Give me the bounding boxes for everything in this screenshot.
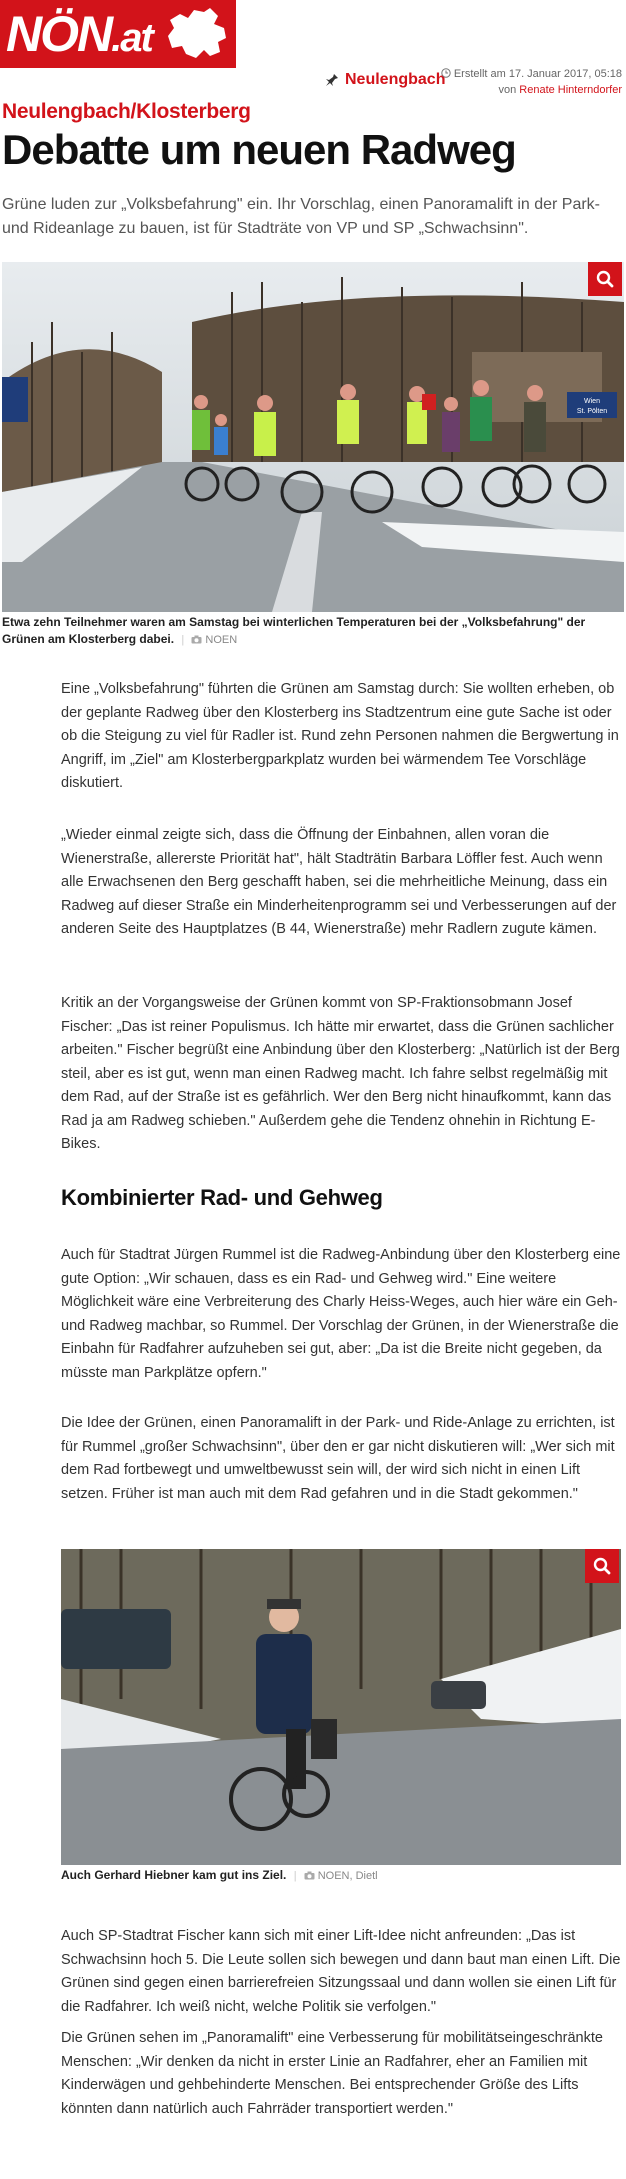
- caption-text: Auch Gerhard Hiebner kam gut ins Ziel.: [61, 1868, 287, 1882]
- site-header: [0, 0, 626, 98]
- created-line: [441, 66, 622, 82]
- cyclist-photo: [61, 1549, 621, 1865]
- camera-icon: [304, 1871, 315, 1880]
- article-kicker: Neulengbach/Klosterberg: [2, 100, 251, 123]
- paragraph: Auch für Stadtrat Jürgen Rummel ist die Radweg-Anbindung über den Klosterberg eine gute Option: „Wir schauen, dass es ein Rad- und Gehweg wird." Eine weitere Möglichkeit wäre eine Verbreiterung des Charly Heiss-Weges, auch hier wäre ein Geh- und Radweg machbar, so Rummel. Der Vorschlag der Grünen, in der Wienerstraße die Einbahn für Radfahrer aufzuheben sei gut, aber: „Da ist die Breite nicht gegeben, da müsste man Parkplätze opfern.": [61, 1247, 621, 1381]
- photo-credit: | NOEN: [181, 634, 238, 646]
- credit-text: NOEN: [205, 634, 238, 646]
- logo-text: NÖN.at: [6, 6, 152, 62]
- group-photo: [2, 262, 624, 612]
- pin-icon: [325, 73, 339, 87]
- road-sign-text-2: St. Pölten: [576, 408, 608, 415]
- article-image-cyclist[interactable]: [61, 1549, 621, 1865]
- paragraph: Eine „Volksbefahrung" führten die Grünen am Samstag durch: Sie wollten erheben, ob der geplante Radweg über den Klosterberg ins Stadtzentrum eine gute Sache ist oder ob die Steigung zu viel für Radler ist. Rund zehn Personen nahmen die Bergwertung in Angriff, im „Ziel" am Klosterbergparkplatz wurden bei wärmendem Tee Vorschläge diskutiert.: [61, 681, 619, 791]
- paragraph: Kritik an der Vorgangsweise der Grünen kommt von SP-Fraktionsobmann Josef Fischer: „Das ist reiner Populismus. Ich hätte mir erwartet, dass die Grünen sachlicher arbeiten." Fischer begrüßt eine Anbindung über den Klosterberg: „Natürlich ist der Berg steil, aber es ist gut, wenn man einen Radweg macht. Ich fahre selbst regelmäßig mit dem Rad, auf der Straße ist es gefährlich. Wer den Berg nicht hinaufkommt, kann das Rad ja am Radweg schieben." Außerdem gehe die Tendenz ohnehin in Richtung E-Bikes.: [61, 995, 620, 1152]
- site-logo[interactable]: [0, 0, 236, 68]
- image-caption: [61, 1867, 621, 1885]
- caption-text: Etwa zehn Teilnehmer waren am Samstag bei winterlichen Temperaturen bei der „Volksbefahrung" der Grünen am Klosterberg dabei.: [2, 615, 586, 646]
- zoom-image-button[interactable]: [588, 262, 622, 296]
- clock-icon: [441, 68, 451, 78]
- paragraph: Die Grünen sehen im „Panoramalift" eine Verbesserung für mobilitätseingeschränkte Menschen: „Wir denken da nicht in erster Linie an Radfahrer, eher an Familien mit Kinderwägen und gehbehinderte Menschen. Bei entsprechender Größe des Lifts könnten dann natürlich auch Fahrräder transportiert werden.": [61, 2030, 603, 2117]
- credit-text: NOEN, Dietl: [317, 1870, 378, 1882]
- article-title: Debatte um neuen Radweg: [2, 126, 516, 173]
- paragraph: Auch SP-Stadtrat Fischer kann sich mit einer Lift-Idee nicht anfreunden: „Das ist Schwachsinn hoch 5. Die Leute sollen sich bewegen und dann baut man einen Lift. Die Grünen sind gegen einen barrierefreien Sitzungssaal und dann wollen sie einen Lift für die Radfahrer. Ich weiß nicht, welche Politik sie verfolgen.": [61, 1928, 621, 2015]
- camera-icon: [191, 635, 202, 644]
- location-label: Neulengbach: [345, 71, 446, 88]
- paragraph: „Wieder einmal zeigte sich, dass die Öffnung der Einbahnen, allen voran die Wienerstraße, allererste Priorität hat", hält Stadträtin Barbara Löffler fest. Auch wenn alle Erwachsenen den Berg geschafft haben, sei die mehrheitliche Meinung, dass ein Radweg auf dieser Straße ein Minderheitenprogramm sei und Verbesserungen auf der anderen Seite des Hauptplatzes (B 44, Wienerstraße) mehr Radlern zugute kämen.: [61, 827, 617, 937]
- article-image-group-ride[interactable]: [2, 262, 624, 612]
- lower-austria-map-icon: [160, 6, 230, 62]
- image-caption: [2, 614, 622, 649]
- search-icon: [596, 270, 614, 288]
- author-link[interactable]: Renate Hinterndorfer: [519, 84, 622, 96]
- paragraph: Die Idee der Grünen, einen Panoramalift in der Park- und Ride-Anlage zu errichten, ist für Rummel „großer Schwachsinn", über den er gar nicht diskutieren will: „Wer sich mit dem Rad fortbewegt und umweltbewusst sein will, der wird sich nicht in einen Lift setzen. Früher ist man auch mit dem Rad gefahren und in die Stadt gekommen.": [61, 1415, 615, 1502]
- zoom-image-button[interactable]: [585, 1549, 619, 1583]
- photo-credit: | NOEN, Dietl: [293, 1870, 378, 1882]
- location-tag[interactable]: [325, 71, 445, 89]
- author-prefix: von: [498, 84, 517, 96]
- search-icon: [593, 1557, 611, 1575]
- road-sign-text-1: Wien: [584, 398, 600, 405]
- section-subheading: Kombinierter Rad- und Gehweg: [61, 1185, 383, 1210]
- author-line: [441, 82, 622, 98]
- article-meta: [441, 66, 622, 98]
- created-date: Erstellt am 17. Januar 2017, 05:18: [453, 68, 622, 80]
- article-lead: Grüne luden zur „Volksbefahrung" ein. Ihr Vorschlag, einen Panoramalift in der Park- und Rideanlage zu bauen, ist für Stadträte von VP und SP „Schwachsinn".: [2, 196, 601, 237]
